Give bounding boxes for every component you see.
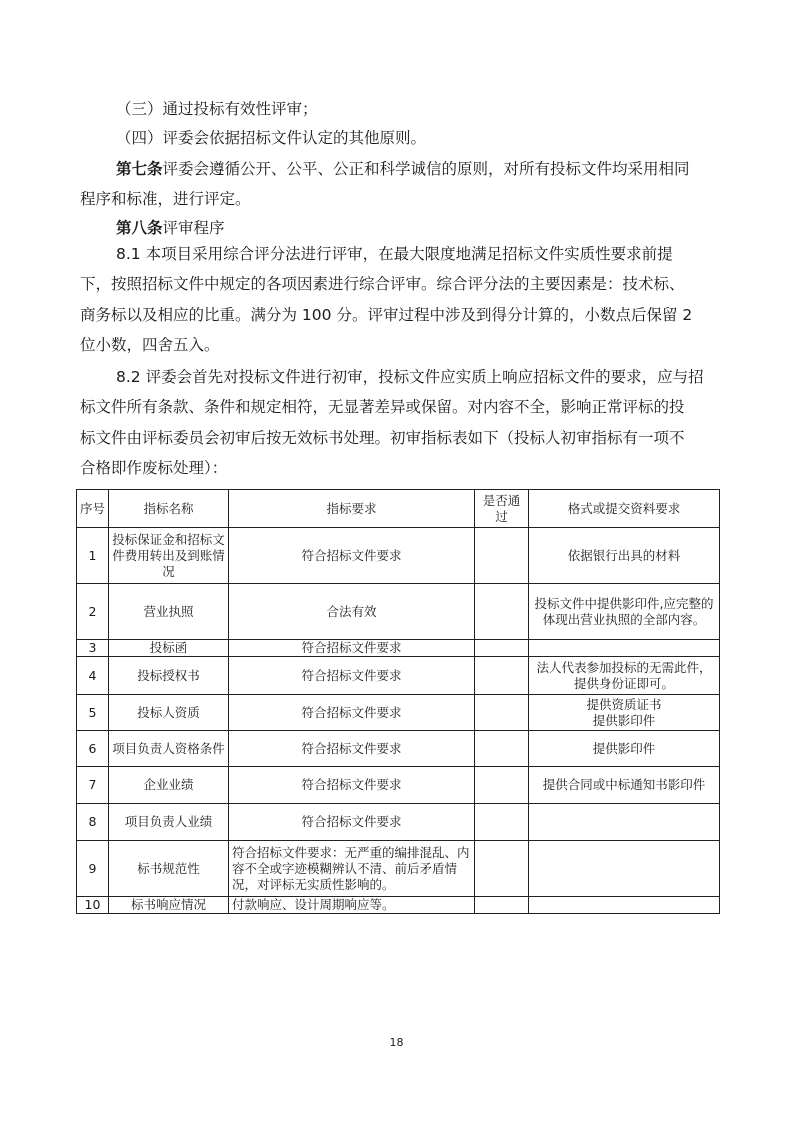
table-header-row (77, 490, 720, 528)
table-row (77, 657, 720, 695)
table-row (77, 841, 720, 897)
cell-pass (475, 695, 529, 731)
cell-pass (475, 897, 529, 914)
section-8-2-line-2: 标文件所有条款、条件和规定相符，无显著差异或保留。对内容不全，影响正常评标的投 (80, 398, 685, 416)
cell-requirement: 符合招标文件要求 (229, 695, 475, 731)
cell-no: 8 (77, 804, 109, 841)
cell-pass (475, 584, 529, 640)
cell-format: 依据银行出具的材料 (529, 528, 720, 584)
cell-format: 提供资质证书 提供影印件 (529, 695, 720, 731)
header-pass: 是否通过 (475, 490, 529, 528)
cell-name: 项目负责人业绩 (109, 804, 229, 841)
section-8-1-line-2: 下，按照招标文件中规定的各项因素进行综合评审。综合评分法的主要因素是：技术标、 (80, 275, 685, 293)
cell-format: 提供合同或中标通知书影印件 (529, 767, 720, 804)
cell-no: 9 (77, 841, 109, 897)
article-7-heading: 第七条 (116, 160, 163, 178)
cell-format (529, 841, 720, 897)
table-row (77, 804, 720, 841)
cell-requirement: 符合招标文件要求 (229, 731, 475, 767)
cell-pass (475, 767, 529, 804)
cell-requirement: 符合招标文件要求 (229, 767, 475, 804)
cell-no: 7 (77, 767, 109, 804)
cell-pass (475, 804, 529, 841)
cell-format: 投标文件中提供影印件,应完整的体现出营业执照的全部内容。 (529, 584, 720, 640)
article-8-heading: 第八条 (116, 219, 163, 237)
cell-no: 4 (77, 657, 109, 695)
cell-requirement: 符合招标文件要求 (229, 528, 475, 584)
cell-name: 投标授权书 (109, 657, 229, 695)
article-8-title: 评审程序 (162, 219, 225, 237)
table-row (77, 528, 720, 584)
header-indicator-requirement: 指标要求 (229, 490, 475, 528)
header-indicator-name: 指标名称 (109, 490, 229, 528)
page-number: 18 (389, 1036, 404, 1049)
cell-requirement: 符合招标文件要求 (229, 640, 475, 657)
cell-name: 项目负责人资格条件 (109, 731, 229, 767)
article-8-heading-line (116, 218, 225, 238)
section-8-2-line-1: 8.2 评委会首先对投标文件进行初审，投标文件应实质上响应招标文件的要求，应与招 (116, 368, 704, 386)
cell-name: 投标函 (109, 640, 229, 657)
cell-no: 2 (77, 584, 109, 640)
cell-format (529, 640, 720, 657)
cell-no: 10 (77, 897, 109, 914)
preliminary-review-table (76, 489, 720, 914)
table-row (77, 695, 720, 731)
cell-pass (475, 528, 529, 584)
cell-name: 企业业绩 (109, 767, 229, 804)
cell-name: 营业执照 (109, 584, 229, 640)
cell-name: 标书规范性 (109, 841, 229, 897)
cell-no: 1 (77, 528, 109, 584)
header-format-requirement: 格式或提交资料要求 (529, 490, 720, 528)
section-8-2-line-4: 合格即作废标处理）： (80, 459, 228, 477)
cell-requirement: 符合招标文件要求 (229, 804, 475, 841)
cell-pass (475, 841, 529, 897)
section-8-1-line-1: 8.1 本项目采用综合评分法进行评审，在最大限度地满足招标文件实质性要求前提 (116, 245, 673, 263)
table-row (77, 897, 720, 914)
cell-pass (475, 731, 529, 767)
cell-name: 投标人资质 (109, 695, 229, 731)
cell-format (529, 897, 720, 914)
cell-requirement: 付款响应、设计周期响应等。 (229, 897, 475, 914)
header-serial-number: 序号 (77, 490, 109, 528)
cell-name: 投标保证金和招标文件费用转出及到账情况 (109, 528, 229, 584)
cell-requirement: 符合招标文件要求 (229, 657, 475, 695)
section-8-1-line-4: 位小数，四舍五入。 (80, 336, 220, 354)
cell-format (529, 804, 720, 841)
cell-no: 5 (77, 695, 109, 731)
cell-requirement: 合法有效 (229, 584, 475, 640)
paragraph-item-4: （四）评委会依据招标文件认定的其他原则。 (116, 129, 427, 147)
cell-format: 提供影印件 (529, 731, 720, 767)
cell-no: 3 (77, 640, 109, 657)
cell-requirement: 符合招标文件要求：无严重的编排混乱、内容不全或字迹模糊辨认不清、前后矛盾情况，对评标无实质性影响的。 (229, 841, 475, 897)
cell-no: 6 (77, 731, 109, 767)
table-row (77, 584, 720, 640)
cell-name: 标书响应情况 (109, 897, 229, 914)
article-7-line-1 (116, 159, 690, 179)
section-8-2-line-3: 标文件由评标委员会初审后按无效标书处理。初审指标表如下（投标人初审指标有一项不 (80, 429, 685, 447)
table-row (77, 640, 720, 657)
paragraph-item-3: （三）通过投标有效性评审； (116, 100, 318, 118)
article-7-line-2: 程序和标准，进行评定。 (80, 190, 251, 208)
article-7-text: 评委会遵循公开、公平、公正和科学诚信的原则，对所有投标文件均采用相同 (162, 160, 690, 178)
section-8-1-line-3: 商务标以及相应的比重。满分为 100 分。评审过程中涉及到得分计算的，小数点后保留 2 (80, 306, 693, 324)
cell-pass (475, 657, 529, 695)
table-row (77, 731, 720, 767)
table-row (77, 767, 720, 804)
cell-format: 法人代表参加投标的无需此件，提供身份证即可。 (529, 657, 720, 695)
cell-pass (475, 640, 529, 657)
